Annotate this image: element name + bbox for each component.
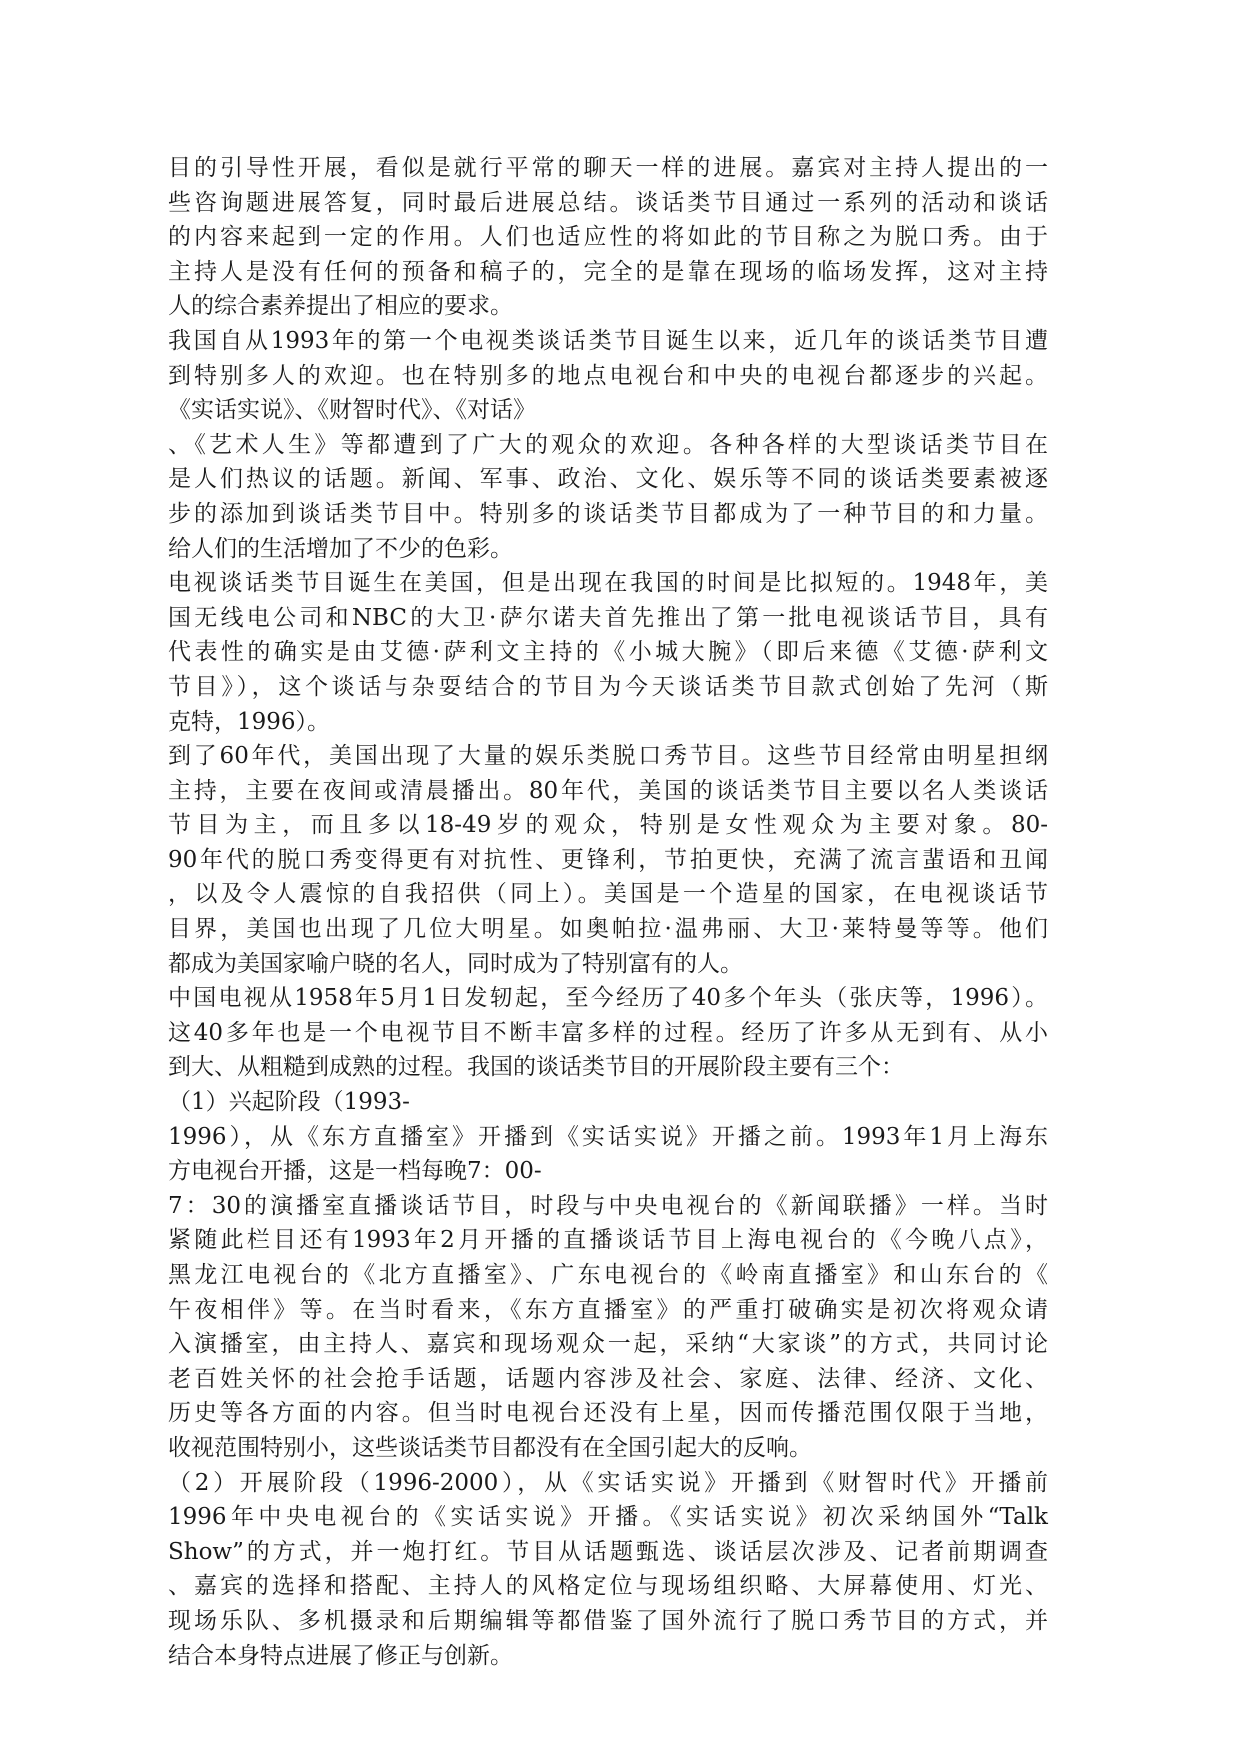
text-line: 节目为主，而且多以18-49岁的观众，特别是女性观众为主要对象。80- xyxy=(168,812,1048,839)
text-line: 人的综合素养提出了相应的要求。 xyxy=(168,293,513,320)
text-line: 国无线电公司和NBC的大卫·萨尔诺夫首先推出了第一批电视谈话节目，具有 xyxy=(168,604,1048,631)
text-line: 收视范围特别小，这些谈话类节目都没有在全国引起大的反响。 xyxy=(168,1434,812,1461)
text-line: 是人们热议的话题。新闻、军事、政治、文化、娱乐等不同的谈话类要素被逐 xyxy=(168,466,1048,493)
text-line: 代表性的确实是由艾德·萨利文主持的《小城大腕》（即后来德《艾德·萨利文 xyxy=(168,639,1048,666)
text-line: 历史等各方面的内容。但当时电视台还没有上星，因而传播范围仅限于当地， xyxy=(168,1400,1048,1427)
text-line: 午夜相伴》等。在当时看来，《东方直播室》的严重打破确实是初次将观众请 xyxy=(168,1296,1048,1323)
text-line: 入演播室，由主持人、嘉宾和现场观众一起，采纳“大家谈”的方式，共同讨论 xyxy=(168,1331,1048,1358)
text-line: 、《艺术人生》等都遭到了广大的观众的欢迎。各种各样的大型谈话类节目在 xyxy=(168,431,1048,458)
text-line: 中国电视从1958年5月1日发轫起，至今经历了40多个年头（张庆等，1996）。 xyxy=(168,985,1048,1012)
text-line: 黑龙江电视台的《北方直播室》、广东电视台的《岭南直播室》和山东台的《 xyxy=(168,1262,1048,1288)
text-line: 90年代的脱口秀变得更有对抗性、更锋利，节拍更快，充满了流言蜚语和丑闻 xyxy=(168,846,1048,873)
text-line: 这40多年也是一个电视节目不断丰富多样的过程。经历了许多从无到有、从小 xyxy=(168,1019,1048,1046)
text-line: 节目》），这个谈话与杂耍结合的节目为今天谈话类节目款式创始了先河（斯 xyxy=(168,673,1048,700)
text-line: Show”的方式，并一炮打红。节目从话题甄选、谈话层次涉及、记者前期调查 xyxy=(168,1538,1048,1565)
text-line: ，以及令人震惊的自我招供（同上）。美国是一个造星的国家，在电视谈话节 xyxy=(168,881,1048,908)
text-line: 方电视台开播，这是一档每晚7：00- xyxy=(168,1158,542,1185)
text-line: 目的引导性开展，看似是就行平常的聊天一样的进展。嘉宾对主持人提出的一 xyxy=(168,155,1048,181)
text-line: 克特，1996）。 xyxy=(168,708,331,735)
text-line: 《实话实说》、《财智时代》、《对话》 xyxy=(168,397,536,424)
text-line: 些咨询题进展答复，同时最后进展总结。谈话类节目通过一系列的活动和谈话 xyxy=(168,189,1048,216)
text-line: 7：30的演播室直播谈话节目，时段与中央电视台的《新闻联播》一样。当时 xyxy=(168,1192,1048,1219)
text-line: 给人们的生活增加了不少的色彩。 xyxy=(168,535,513,562)
text-line: 主持，主要在夜间或清晨播出。80年代，美国的谈话类节目主要以名人类谈话 xyxy=(168,777,1048,804)
text-line: 我国自从1993年的第一个电视类谈话类节目诞生以来，近几年的谈话类节目遭 xyxy=(168,327,1048,354)
text-line: 步的添加到谈话类节目中。特别多的谈话类节目都成为了一种节目的和力量。 xyxy=(168,500,1048,527)
text-line: （2）开展阶段（1996-2000），从《实话实说》开播到《财智时代》开播前 xyxy=(168,1469,1048,1496)
text-line: 的内容来起到一定的作用。人们也适应性的将如此的节目称之为脱口秀。由于 xyxy=(168,224,1048,251)
document-page xyxy=(168,151,1048,1673)
text-line: 1996），从《东方直播室》开播到《实话实说》开播之前。1993年1月上海东 xyxy=(168,1123,1048,1150)
text-line: 现场乐队、多机摄录和后期编辑等都借鉴了国外流行了脱口秀节目的方式，并 xyxy=(168,1607,1048,1634)
text-line: 到了60年代，美国出现了大量的娱乐类脱口秀节目。这些节目经常由明星担纲 xyxy=(168,743,1048,770)
text-line: 主持人是没有任何的预备和稿子的，完全的是靠在现场的临场发挥，这对主持 xyxy=(168,258,1048,285)
text-line: 1996年中央电视台的《实话实说》开播。《实话实说》初次采纳国外“Talk xyxy=(168,1504,1048,1531)
text-line: 到大、从粗糙到成熟的过程。我国的谈话类节目的开展阶段主要有三个： xyxy=(168,1054,904,1081)
text-line: 都成为美国家喻户晓的名人，同时成为了特别富有的人。 xyxy=(168,950,743,977)
text-line: 目界，美国也出现了几位大明星。如奥帕拉·温弗丽、大卫·莱特曼等等。他们 xyxy=(168,916,1048,943)
text-line: 到特别多人的欢迎。也在特别多的地点电视台和中央的电视台都逐步的兴起。 xyxy=(168,362,1048,389)
text-line: 、嘉宾的选择和搭配、主持人的风格定位与现场组织略、大屏幕使用、灯光、 xyxy=(168,1573,1048,1600)
text-line: （1）兴起阶段（1993- xyxy=(168,1089,410,1116)
text-line: 电视谈话类节目诞生在美国，但是出现在我国的时间是比拟短的。1948年，美 xyxy=(168,570,1048,597)
text-line: 老百姓关怀的社会抢手话题，话题内容涉及社会、家庭、法律、经济、文化、 xyxy=(168,1365,1048,1392)
text-line: 紧随此栏目还有1993年2月开播的直播谈话节目上海电视台的《今晚八点》， xyxy=(168,1227,1048,1254)
text-line: 结合本身特点进展了修正与创新。 xyxy=(168,1642,513,1669)
